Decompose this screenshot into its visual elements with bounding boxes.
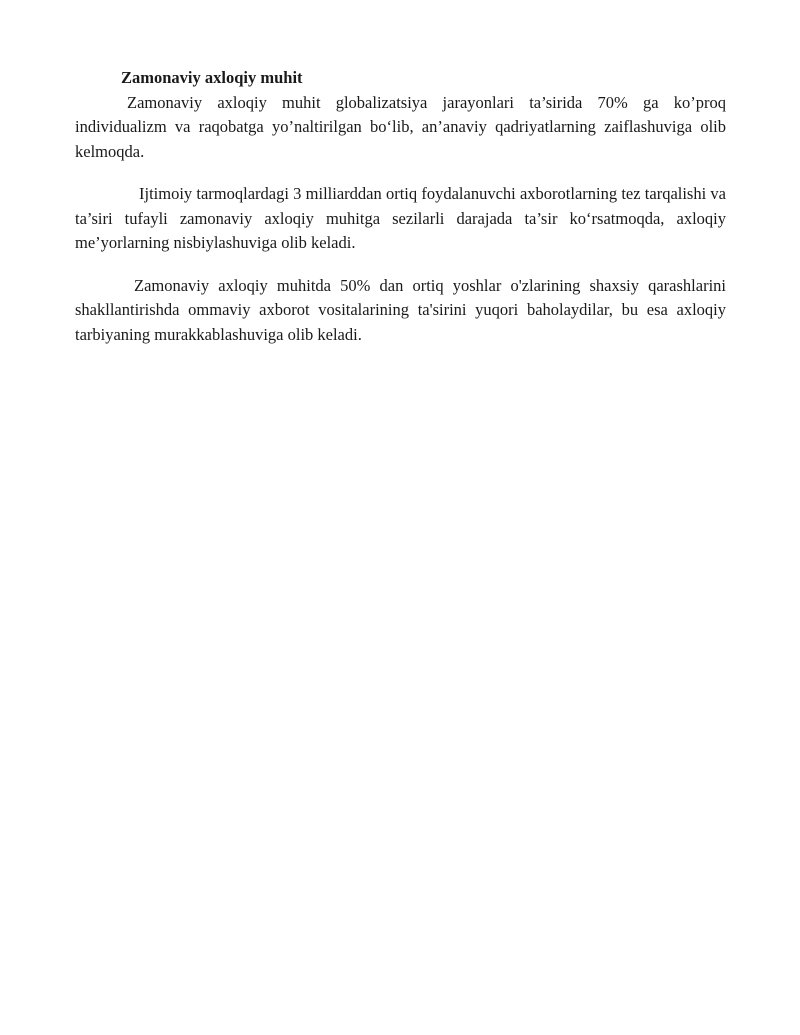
paragraph-3: Zamonaviy axloqiy muhitda 50% dan ortiq yoshlar o'zlarining shaxsiy qarashlarini shakllantirishda ommaviy axborot vositalarining ta'sirini yuqori baholaydilar, bu esa axloqiy tarbiyaning murakkablashuviga olib keladi. bbox=[75, 275, 726, 344]
paragraph-1: Zamonaviy axloqiy muhit globalizatsiya jarayonlari ta’sirida 70% ga ko’proq individualizm va raqobatga yo’naltirilgan bo‘lib, an’anaviy qadriyatlarning zaiflashuviga olib kelmoqda. bbox=[75, 92, 726, 161]
document-body bbox=[75, 66, 726, 347]
paragraph-2: Ijtimoiy tarmoqlardagi 3 milliarddan ortiq foydalanuvchi axborotlarning tez tarqalishi va ta’siri tufayli zamonaviy axloqiy muhitga sezilarli darajada ta’sir ko‘rsatmoqda, axloqiy me’yorlarning nisbiylashuviga olib keladi. bbox=[75, 184, 726, 252]
document-title: Zamonaviy axloqiy muhit bbox=[121, 68, 303, 87]
